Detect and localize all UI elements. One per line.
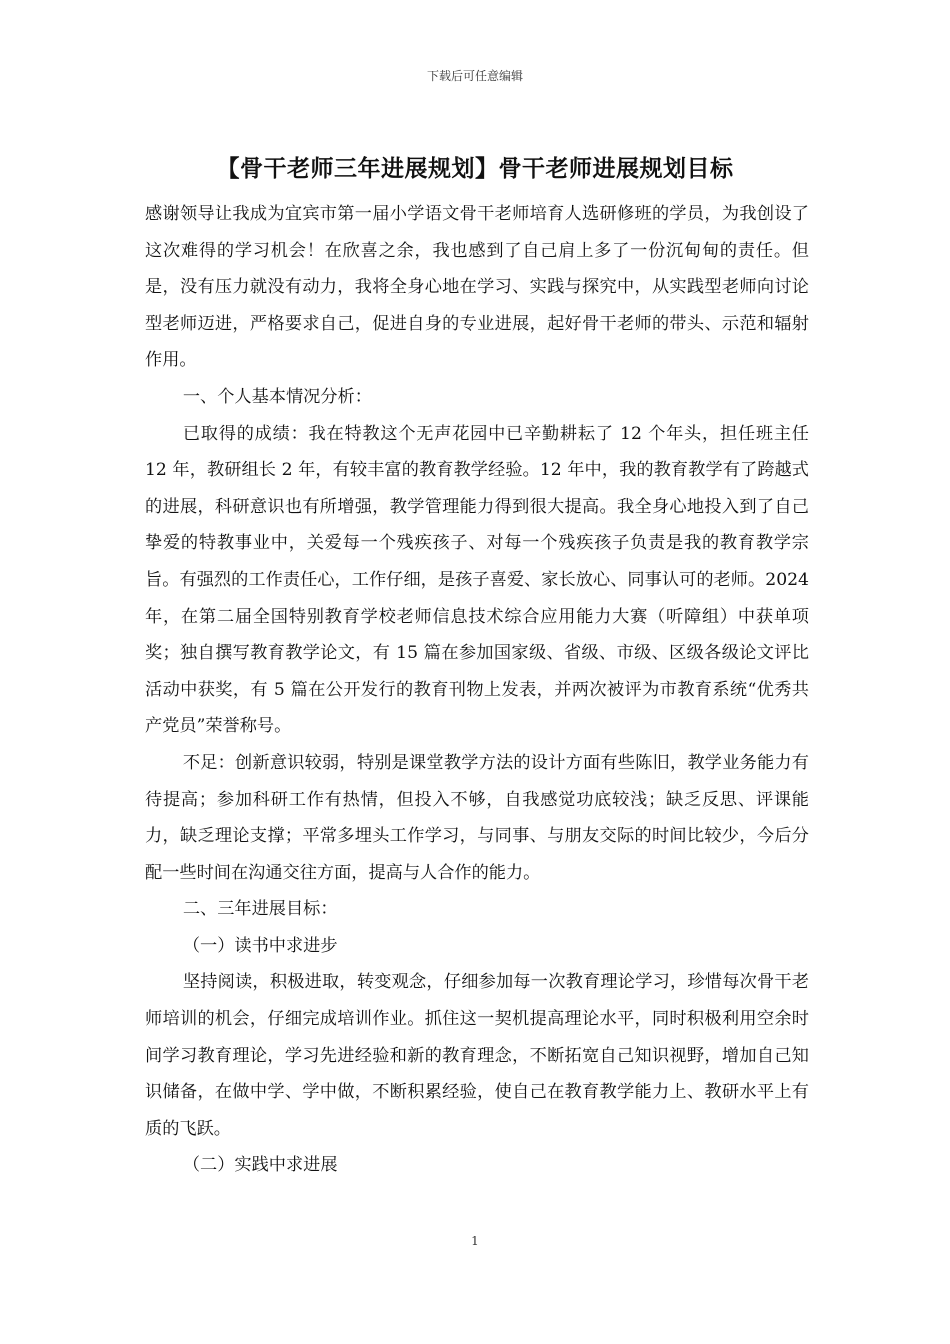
page-header-note: 下载后可任意编辑 bbox=[426, 69, 523, 83]
subsection-heading-2: （二）实践中求进展 bbox=[182, 1155, 338, 1176]
page-number: 1 bbox=[471, 1234, 479, 1248]
section-heading-1: 一、个人基本情况分析： bbox=[182, 386, 372, 407]
shortcomings-paragraph: 不足：创新意识较弱，特别是课堂教学方法的设计方面有些陈旧，教学业务能力有待提高；参加科研工作有热情，但投入不够，自我感觉功底较浅；缺乏反思、评课能力，缺乏理论支撑；平常多埋头工作学习，与同事、与朋友交际的时间比较少，今后分配一些时间在沟通交往方面，提高与人合作的能力。 bbox=[145, 752, 809, 883]
section-heading-2: 二、三年进展目标： bbox=[182, 899, 338, 920]
intro-paragraph: 感谢领导让我成为宜宾市第一届小学语文骨干老师培育人选研修班的学员，为我创设了这次难得的学习机会！在欣喜之余，我也感到了自己肩上多了一份沉甸甸的责任。但是，没有压力就没有动力，我将全身心地在学习、实践与探究中，从实践型老师向讨论型老师迈进，严格要求自己，促进自身的专业进展，起好骨干老师的带头、示范和辐射作用。 bbox=[145, 204, 809, 371]
reading-paragraph: 坚持阅读，积极进取，转变观念，仔细参加每一次教育理论学习，珍惜每次骨干老师培训的机会，仔细完成培训作业。抓住这一契机提高理论水平，同时积极利用空余时间学习教育理论，学习先进经验和新的教育理念，不断拓宽自己知识视野，增加自己知识储备，在做中学、学中做，不断积累经验，使自己在教育教学能力上、教研水平上有质的飞跃。 bbox=[145, 972, 809, 1139]
subsection-heading-1: （一）读书中求进步 bbox=[182, 935, 338, 956]
achievements-paragraph: 已取得的成绩：我在特教这个无声花园中已辛勤耕耘了 12 个年头，担任班主任 12 年，教研组长 2 年，有较丰富的教育教学经验。12 年中，我的教育教学有了跨越式的进展，科研意识也有所增强，教学管理能力得到很大提高。我全身心地投入到了自己挚爱的特教事业中，关爱每一个残疾孩子、对每一个残疾孩子负责是我的教育教学宗旨。有强烈的工作责任心，工作仔细，是孩子喜爱、家长放心、同事认可的老师。2024 年，在第二届全国特别教育学校老师信息技术综合应用能力大赛（听障组）中获单项奖；独自撰写教育教学论文，有 15 篇在参加国家级、省级、市级、区级各级论文评比活动中获奖，有 5 篇在公开发行的教育刊物上发表，并两次被评为市教育系统“优秀共产党员”荣誉称号。 bbox=[145, 423, 809, 737]
document-body bbox=[145, 196, 809, 1184]
document-title: 【骨干老师三年进展规划】骨干老师进展规划目标 bbox=[216, 155, 734, 182]
